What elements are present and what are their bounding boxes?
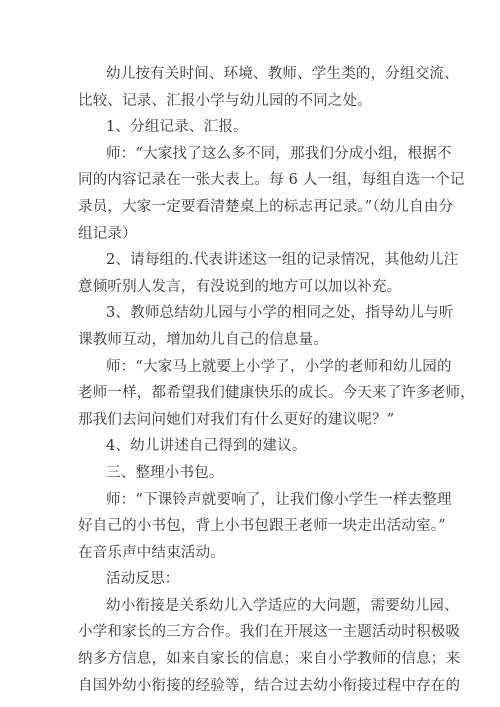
text-line: 幼小衔接是关系幼儿入学适应的大问题，需要幼儿园、 (106, 597, 459, 614)
text-line: 录员，大家一定要看清楚桌上的标志再记录。”（幼儿自由分 (78, 198, 454, 215)
text-line: 3、教师总结幼儿园与小学的相同之处，指导幼儿与听 (106, 305, 454, 322)
text-line: 活动反思： (106, 571, 180, 588)
text-line: 小学和家长的三方合作。我们在开展这一主题活动时积极吸 (78, 624, 461, 641)
text-line: 4、幼儿讲述自己得到的建议。 (106, 438, 307, 455)
text-line: 好自己的小书包，背上小书包跟王老师一块走出活动室。” (78, 518, 446, 535)
text-line: 那我们去问问她们对我们有什么更好的建议呢？” (78, 411, 395, 428)
text-line: 幼儿按有关时间、环境、教师、学生类的，分组交流、 (106, 66, 459, 82)
text-line: 组记录） (78, 225, 137, 242)
text-line: 师：“大家马上就要上小学了，小学的老师和幼儿园的 (106, 358, 452, 375)
text-line: 自国外幼小衔接的经验等，结合过去幼小衔接过程中存在的 (78, 677, 461, 694)
document-body (78, 61, 475, 699)
text-line: 在音乐声中结束活动。 (78, 544, 225, 561)
text-line: 比较、记录、汇报小学与幼儿园的不同之处。 (78, 92, 372, 109)
text-line: 老师一样，都希望我们健康快乐的成长。今天来了许多老师， (78, 385, 475, 402)
text-line: 师：“大家找了这么多不同，那我们分成小组，根据不 (106, 145, 452, 162)
text-line: 同的内容记录在一张大表上。每 6 人一组，每组自选一个记 (78, 172, 465, 189)
text-line: 纳多方信息，如来自家长的信息；来自小学教师的信息；来 (78, 651, 461, 668)
text-line: 1、分组记录、汇报。 (106, 119, 248, 136)
text-line: 意倾听别人发言，有没说到的地方可以加以补充。 (78, 278, 402, 295)
text-line: 课教师互动，增加幼儿自己的信息量。 (78, 331, 328, 348)
text-line: 三、整理小书包。 (106, 464, 224, 481)
text-line: 2、请每组的.代表讲述这一组的记录情况，其他幼儿注 (106, 252, 459, 269)
text-line: 师：“下课铃声就要响了，让我们像小学生一样去整理 (106, 491, 452, 508)
